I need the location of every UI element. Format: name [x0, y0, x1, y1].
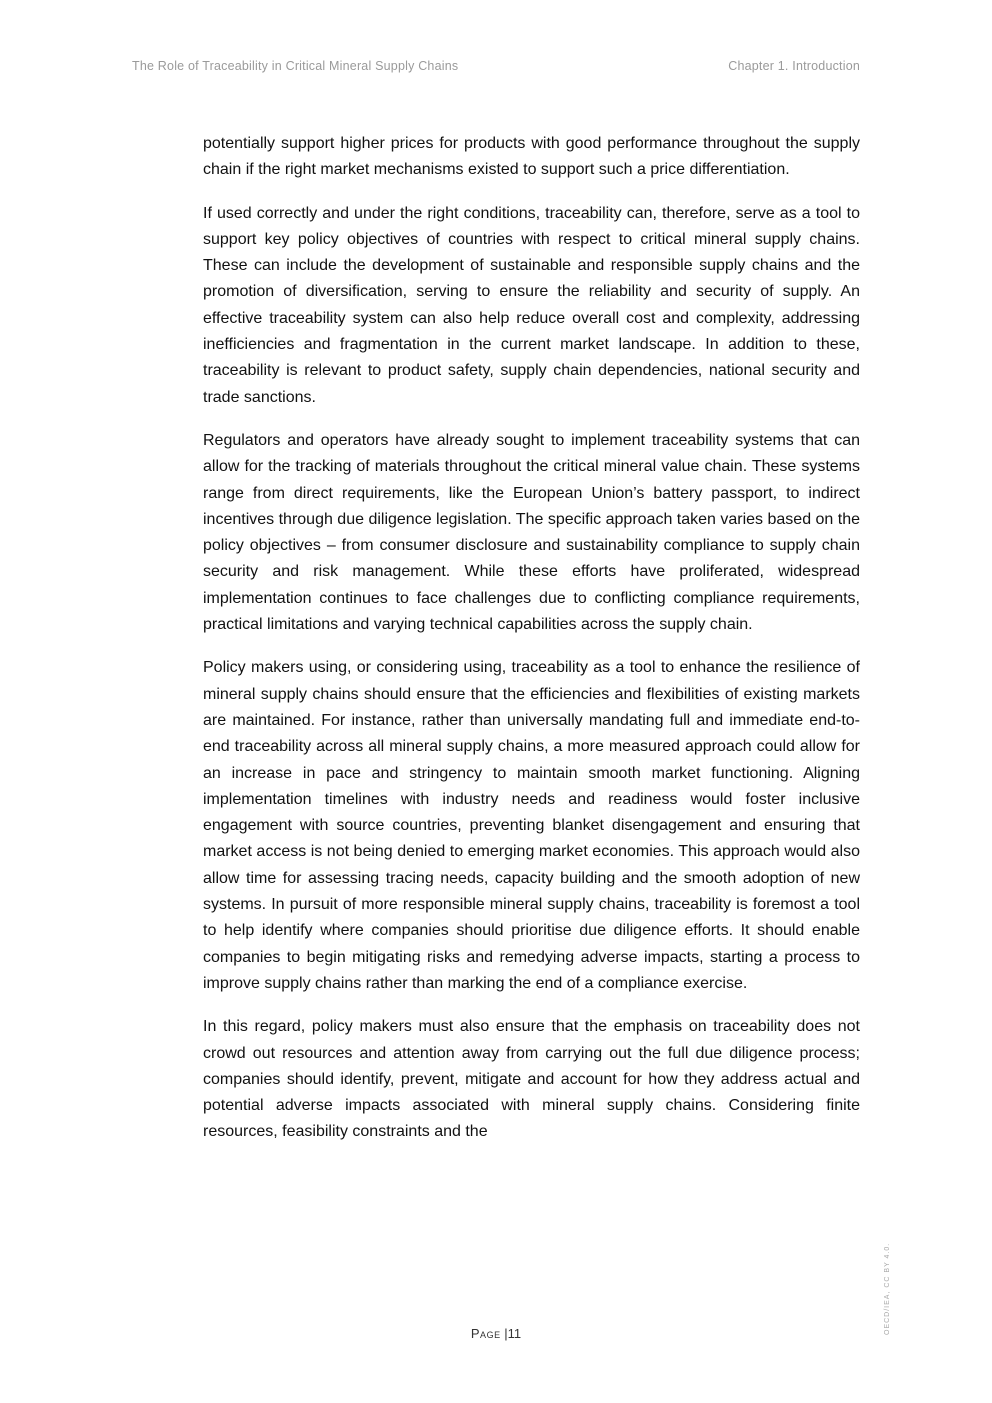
page-label: Page — [470, 1326, 501, 1341]
paragraph-5: In this regard, policy makers must also ensure that the emphasis on traceability does not crowd out resources and attention away from carrying out the full due diligence process; companies should identify, prevent, mitigate and account for how they address actual and potential adverse impacts associated with mineral supply chains. Considering finite resources, feasibility constraints and the — [203, 1018, 860, 1141]
paragraph-2: If used correctly and under the right conditions, traceability can, therefore, serve as a tool to support key policy objectives of countries with respect to critical mineral supply chains. These can include the development of sustainable and responsible supply chains and the promotion of diversification, serving to ensure the reliability and security of supply. An effective traceability system can also help reduce overall cost and complexity, addressing inefficiencies and fragmentation in the current market landscape. In addition to these, traceability is relevant to product safety, supply chain dependencies, national security and trade sanctions. — [203, 204, 860, 406]
paragraph-4: Policy makers using, or considering using, traceability as a tool to enhance the resilience of mineral supply chains should ensure that the efficiencies and flexibilities of existing markets are maintained. For instance, rather than universally mandating full and immediate end-to-end traceability across all mineral supply chains, a more measured approach could allow for an increase in pace and stringency to maintain smooth market functioning. Aligning implementation timelines with industry needs and readiness would foster inclusive engagement with source countries, preventing blanket disengagement and ensuring that market access is not being denied to emerging market economies. This approach would also allow time for assessing tracing needs, capacity building and the smooth adoption of new systems. In pursuit of more responsible mineral supply chains, traceability is foremost a tool to help identify where companies should prioritise due diligence efforts. It should enable companies to begin mitigating risks and remedying adverse impacts, starting a process to improve supply chains rather than marking the end of a compliance exercise. — [203, 659, 860, 992]
page-footer — [0, 1326, 992, 1341]
body-text — [203, 131, 860, 1163]
page-separator: | — [504, 1326, 508, 1341]
paragraph-1: potentially support higher prices for products with good performance throughout the supply chain if the right market mechanisms existed to support such a price differentiation. — [203, 135, 860, 179]
copyright-notice: OECD/IEA, CC BY 4.0. — [884, 1242, 891, 1335]
running-header-chapter: Chapter 1. Introduction — [728, 59, 860, 73]
running-header-title: The Role of Traceability in Critical Mineral Supply Chains — [132, 59, 459, 73]
paragraph-3: Regulators and operators have already sought to implement traceability systems that can allow for the tracking of materials throughout the critical mineral value chain. These systems range from direct requirements, like the European Union’s battery passport, to indirect incentives through due diligence legislation. The specific approach taken varies based on the policy objectives – from consumer disclosure and sustainability compliance to supply chain security and risk management. While these efforts have proliferated, widespread implementation continues to face challenges due to conflicting compliance requirements, practical limitations and varying technical capabilities across the supply chain. — [203, 431, 861, 634]
page-number: 11 — [507, 1326, 522, 1341]
